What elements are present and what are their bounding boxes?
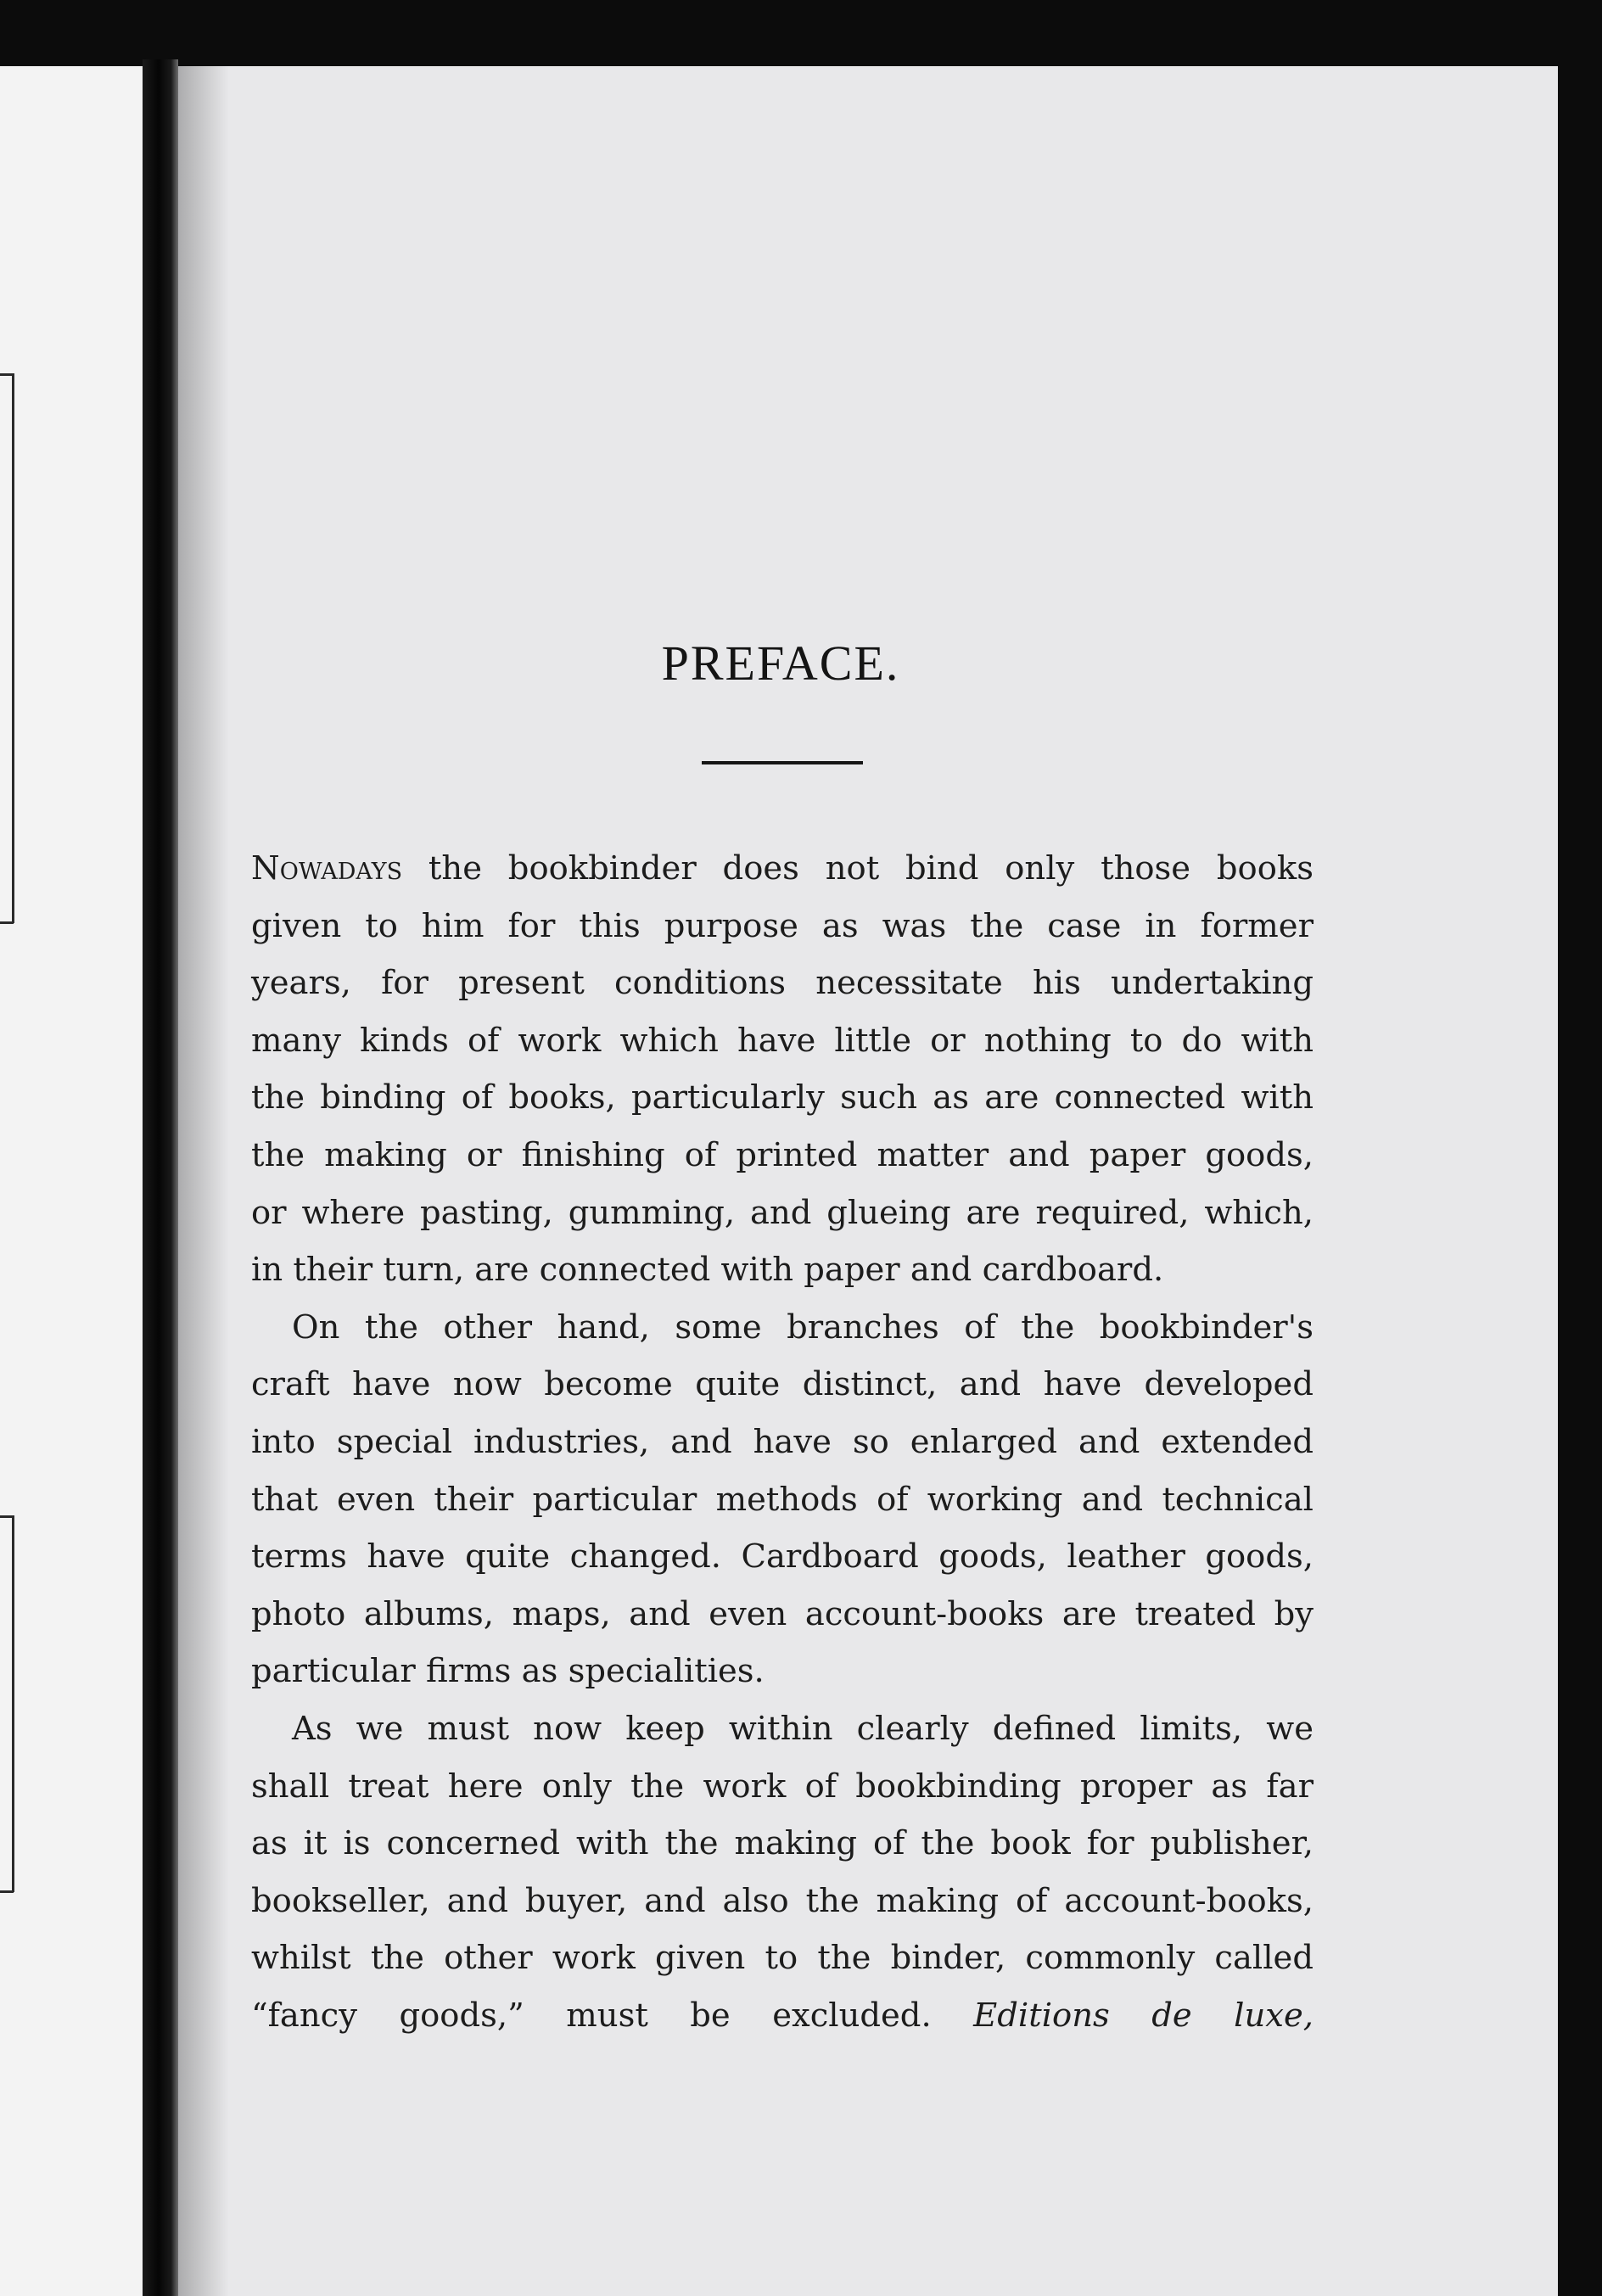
text-line: [251, 898, 1314, 955]
heading-rule: [702, 761, 863, 764]
text-line: [251, 1241, 1314, 1299]
binding-gutter: [143, 59, 178, 2296]
line-text: the bookbinder does not bind only those books: [402, 849, 1314, 888]
scanner-border-right: [1558, 0, 1602, 2296]
line-text: craft have now become quite distinct, and have developed: [251, 1365, 1314, 1404]
facing-page-frame-tick: [0, 373, 14, 376]
line-text: bookseller, and buyer, and also the making of account-books,: [251, 1881, 1314, 1920]
italic-phrase: Editions de luxe,: [973, 1996, 1314, 2035]
text-line: [251, 955, 1314, 1012]
text-line: [251, 1873, 1314, 1930]
line-text: shall treat here only the work of bookbinding proper as far: [251, 1767, 1314, 1806]
text-line: [251, 840, 1314, 898]
preface-body: [251, 840, 1314, 2044]
line-text: terms have quite changed. Cardboard goods, leather goods,: [251, 1537, 1314, 1576]
gutter-shadow: [178, 66, 229, 2296]
line-text: given to him for this purpose as was the case in former: [251, 906, 1314, 945]
facing-page-frame-tick: [0, 921, 14, 924]
text-line: [251, 1586, 1314, 1644]
facing-page-frame-line: [12, 1515, 14, 1892]
line-text: as it is concerned with the making of the book for publisher,: [251, 1824, 1314, 1863]
page-heading: PREFACE.: [661, 636, 900, 691]
text-line: [251, 1012, 1314, 1070]
text-line: [251, 1815, 1314, 1873]
text-line: [251, 1987, 1314, 2045]
text-line: [251, 1069, 1314, 1127]
text-line: [251, 1929, 1314, 1987]
facing-page-frame-tick: [0, 1515, 14, 1518]
line-text: whilst the other work given to the binder, commonly called: [251, 1939, 1314, 1978]
line-text: On the other hand, some branches of the bookbinder's: [292, 1308, 1314, 1347]
text-line: [251, 1184, 1314, 1242]
text-line: [251, 1414, 1314, 1471]
line-text: the making or finishing of printed matter and paper goods,: [251, 1135, 1314, 1174]
text-line: [251, 1700, 1314, 1758]
line-text: into special industries, and have so enlarged and extended: [251, 1422, 1314, 1461]
line-text: many kinds of work which have little or nothing to do with: [251, 1021, 1314, 1060]
facing-page-frame-tick: [0, 1890, 14, 1893]
text-line: [251, 1356, 1314, 1414]
line-text: the binding of books, particularly such as are connected with: [251, 1078, 1314, 1117]
line-text: years, for present conditions necessitate his undertaking: [251, 964, 1314, 1003]
line-text: particular firms as specialities.: [251, 1652, 765, 1691]
text-line: [251, 1127, 1314, 1184]
text-line: [251, 1643, 1314, 1700]
small-caps-lead-word: Nowadays: [251, 849, 403, 888]
line-text: in their turn, are connected with paper and cardboard.: [251, 1251, 1164, 1290]
facing-page-frame-line: [12, 373, 14, 923]
line-text: or where pasting, gumming, and glueing are required, which,: [251, 1193, 1314, 1232]
line-text: As we must now keep within clearly defined limits, we: [292, 1709, 1314, 1748]
facing-page-edge: [0, 66, 146, 2296]
scanner-border-top: [0, 0, 1602, 66]
line-text: “fancy goods,” must be excluded.: [251, 1996, 932, 2035]
text-line: [251, 1471, 1314, 1529]
text-line: [251, 1299, 1314, 1357]
line-text: that even their particular methods of working and technical: [251, 1480, 1314, 1519]
text-line: [251, 1758, 1314, 1816]
line-text: photo albums, maps, and even account-books are treated by: [251, 1594, 1314, 1633]
text-line: [251, 1528, 1314, 1586]
